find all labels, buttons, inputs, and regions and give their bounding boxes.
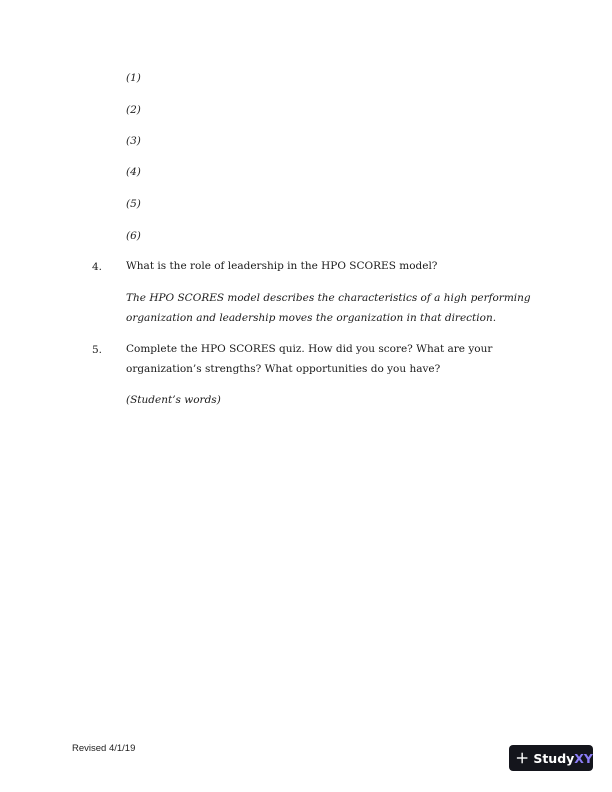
list-item-4: (4) xyxy=(126,166,141,178)
list-item-5: (5) xyxy=(126,198,141,210)
list-item-3: (3) xyxy=(126,135,141,147)
studyxy-badge[interactable] xyxy=(509,745,593,771)
revised-date: Revised 4/1/19 xyxy=(72,743,136,754)
list-item-1: (1) xyxy=(126,72,141,84)
plus-icon xyxy=(516,751,528,765)
list-item-2: (2) xyxy=(126,104,141,116)
question-5-text: Complete the HPO SCORES quiz. How did you score? What are your organization’s strengths? What opportunities do you have? xyxy=(126,343,493,375)
question-5-number: 5. xyxy=(92,344,103,356)
question-4-number: 4. xyxy=(92,261,103,273)
badge-brand: Study xyxy=(533,750,575,766)
question-4-answer: The HPO SCORES model describes the characteristics of a high performing organization and leadership moves the organization in that direction. xyxy=(126,292,531,324)
question-5-answer: (Student’s words) xyxy=(126,394,221,406)
badge-brand-accent: XY xyxy=(574,750,593,766)
list-item-6: (6) xyxy=(126,230,141,242)
question-4-text: What is the role of leadership in the HPO SCORES model? xyxy=(126,260,438,272)
